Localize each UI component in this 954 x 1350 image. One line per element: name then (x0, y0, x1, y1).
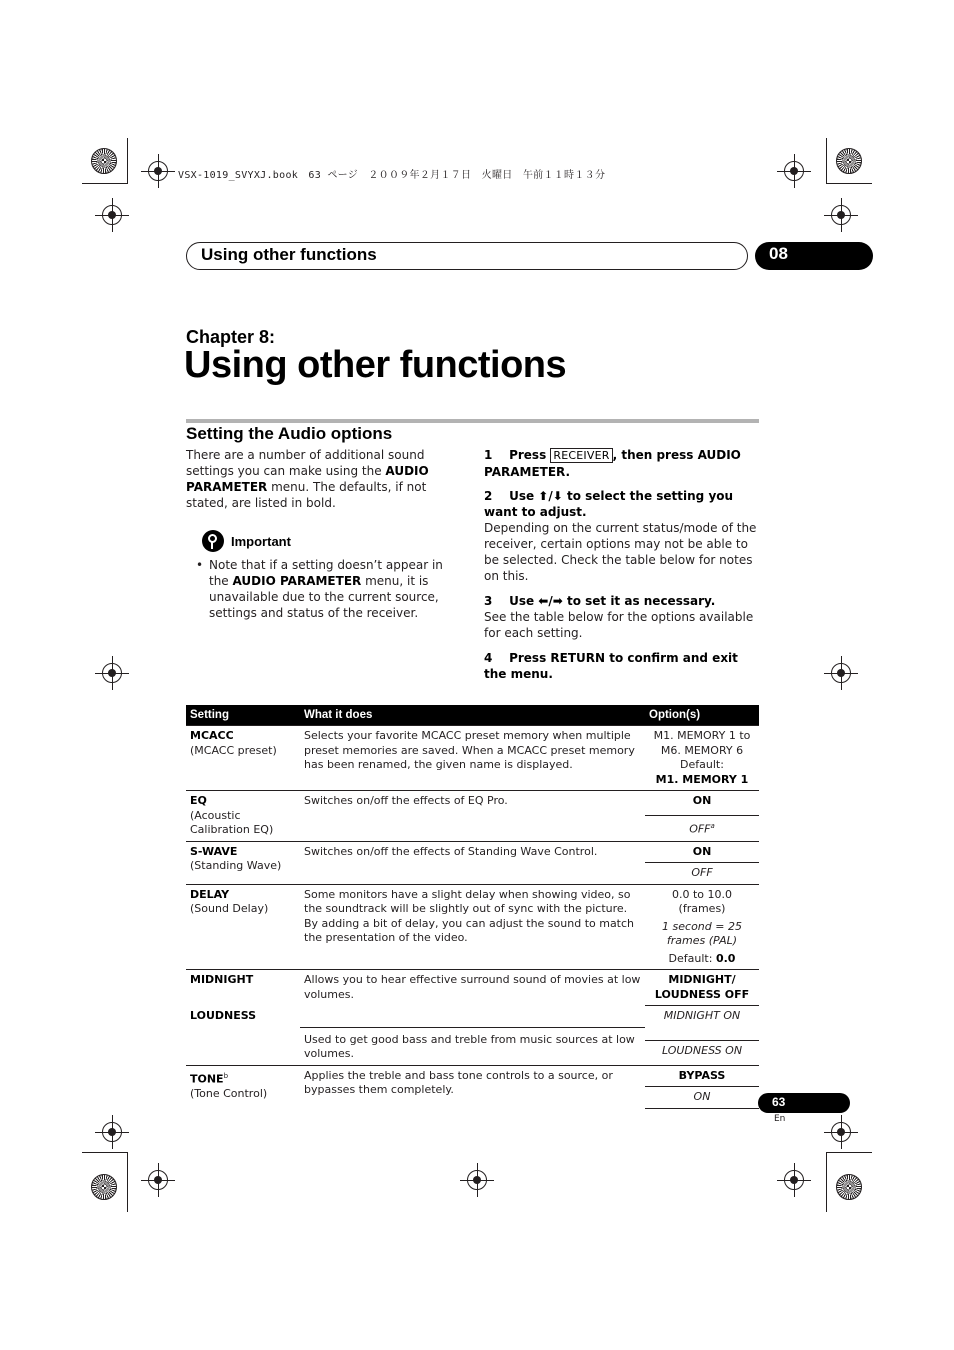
table-row: MCACC (MCACC preset) Selects your favorite MCACC preset memory when multiple preset memories are saved. When a MCACC preset memory has been renamed, the given name is displayed. M1. MEMORY 1 to M6. MEMORY 6 Default: M1. MEMORY 1 (186, 726, 759, 791)
registration-wheel-icon (91, 148, 117, 174)
registration-target-icon (831, 663, 851, 683)
chapter-number: 08 (769, 244, 788, 263)
registration-target-icon (102, 205, 122, 225)
registration-target-icon (148, 1170, 168, 1190)
page-number: 63 (772, 1095, 786, 1109)
table-row: EQ (Acoustic Calibration EQ) Switches on/off the effects of EQ Pro. ON (186, 791, 759, 816)
important-text: Note that if a setting doesn’t appear in the AUDIO PARAMETER menu, it is unavailable due to the current source, settings and status of the receiver. (209, 558, 443, 620)
step-2: 2 Use ⬆/⬇ to select the setting you want to adjust. Depending on the current status/mode of the receiver, certain options may not be able to be selected. Check the table below for notes on this. (484, 488, 759, 584)
registration-target-icon (148, 161, 168, 181)
running-header-title: Using other functions (201, 245, 377, 264)
col-options: Option(s) (645, 705, 759, 726)
receiver-button-label: RECEIVER (550, 448, 612, 463)
registration-target-icon (102, 663, 122, 683)
step-4: 4 Press RETURN to confirm and exit the menu. (484, 651, 738, 681)
step-1: 1 Press RECEIVER , then press AUDIO PARAMETER. (484, 448, 741, 479)
table-row: OFF (186, 863, 759, 885)
up-down-arrow-icon: ⬆/⬇ (538, 489, 563, 503)
intro-paragraph: There are a number of additional sound settings you can make using the AUDIO PARAMETER menu. The defaults, if not stated, are listed in bold. (186, 448, 429, 510)
chapter-number-badge (755, 242, 873, 270)
important-icon (202, 530, 224, 552)
col-setting: Setting (186, 705, 300, 726)
registration-target-icon (831, 1122, 851, 1142)
left-right-arrow-icon: ⬅/➡ (538, 594, 563, 608)
table-row: DELAY (Sound Delay) Some monitors have a slight delay when showing video, so the soundtrack will be slightly out of sync with the picture. By adding a bit of delay, you can adjust the sound to match the presentation of the video. 0.0 to 10.0 (frames) 1 second = 25 frames (PAL) Default: 0.0 (186, 884, 759, 970)
chapter-label: Chapter 8: (186, 327, 276, 347)
registration-target-icon (784, 1170, 804, 1190)
registration-wheel-icon (836, 148, 862, 174)
section-title: Setting the Audio options (186, 424, 393, 443)
page-number-badge (758, 1093, 850, 1113)
section-rule (186, 419, 759, 423)
registration-wheel-icon (836, 1174, 862, 1200)
table-row: ON (186, 1087, 759, 1109)
registration-wheel-icon (91, 1174, 117, 1200)
running-header (186, 242, 748, 270)
table-header-row (186, 705, 759, 726)
registration-target-icon (102, 1122, 122, 1142)
registration-target-icon (784, 161, 804, 181)
table-row: LOUDNESS Used to get good bass and treble from music sources at low volumes. MIDNIGHT ON (186, 1006, 759, 1041)
table-row: MIDNIGHT Allows you to hear effective surround sound of movies at low volumes. MIDNIGHT/ LOUDNESS OFF (186, 970, 759, 1006)
registration-target-icon (467, 1170, 487, 1190)
step-3: 3 Use ⬅/➡ to set it as necessary. See the table below for the options available for each setting. (484, 593, 759, 641)
page-language: En (774, 1114, 786, 1124)
table-row: S-WAVE (Standing Wave) Switches on/off the effects of Standing Wave Control. ON (186, 841, 759, 863)
registration-target-icon (831, 205, 851, 225)
book-info: VSX-1019_SVYXJ.book 63 ページ ２００９年２月１７日 火曜日 午前１１時１３分 (178, 170, 606, 181)
step-2-detail: Depending on the current status/mode of the receiver, certain options may not be able to be selected. Check the table below for notes on this. (484, 521, 757, 583)
important-label: Important (231, 534, 291, 549)
step-3-detail: See the table below for the options available for each setting. (484, 610, 754, 640)
chapter-title: Using other functions (184, 344, 567, 386)
table-row: LOUDNESS ON (186, 1040, 759, 1065)
col-what-it-does: What it does (300, 705, 645, 726)
audio-options-table (186, 705, 759, 1109)
table-row: TONE$^b$ (Tone Control) Applies the treble and bass tone controls to a source, or bypasses them completely. BYPASS (186, 1065, 759, 1087)
bullet-marker: • (196, 558, 204, 572)
table-row: OFF$^a$ (186, 816, 759, 841)
